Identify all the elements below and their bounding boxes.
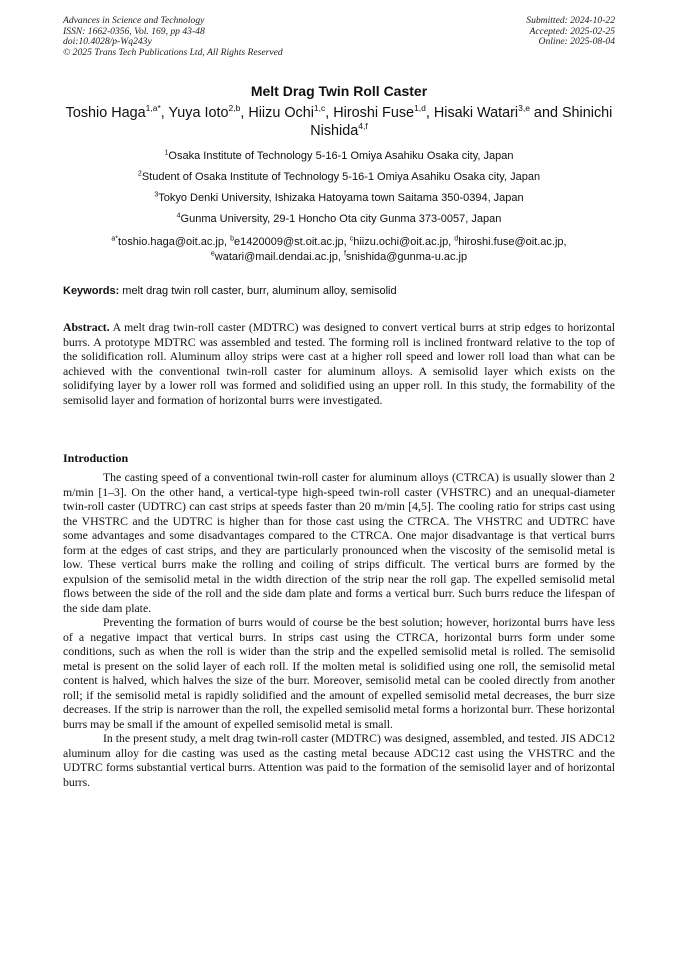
affiliation-1: $^1$Osaka Institute of Technology 5-16-1 Omiya Asahiku Osaka city, Japan: [164, 149, 514, 162]
email-list: [50, 235, 628, 264]
doi: doi:10.4028/p-Wq243y: [63, 36, 152, 48]
abstract-label: Abstract.: [63, 321, 110, 334]
author: Shinichi Nishida$^{4,f}$: [310, 105, 613, 139]
author: Hiizu Ochi$^{1,c}$,: [248, 103, 334, 121]
journal-info: [63, 16, 283, 59]
paragraph: Preventing the formation of burrs would of course be the best solution; however, horizontal burrs have less of a negative impact that vertical burrs. In strips cast using the CTRCA, horizontal burrs form under some conditions, such as when the roll is wider than the strip and the expelled semisolid metal is rolled. The semisolid metal is present on the solid layer of each roll. If the molten metal is solidified using one roll, the semisolid metal content is halved, which halves the size of the burr. Moreover, semisolid metal can be cooled directly from another roll; if the semisolid metal is rapidly solidified and the amount of expelled semisolid metal decreases, the burr size decreases. If the strip is narrower than the roll, the expelled semisolid metal forms a horizontal burr. These horizontal burrs may be small if the amount of expelled semisolid metal is small.: [63, 616, 615, 731]
paper-title: Melt Drag Twin Roll Caster: [250, 83, 428, 99]
paragraph: In the present study, a melt drag twin-roll caster (MDTRC) was designed, assembled, and tested. JIS ADC12 aluminum alloy for die casting was used as the casting metal because ADC12 cast using the VHSTRC and the UDTRC forms substantial vertical burrs. Attention was paid to the formation of the semisolid layer and of horizontal burrs.: [63, 732, 615, 789]
issn-volume: ISSN: 1662-0356, Vol. 169, pp 43-48: [63, 25, 205, 37]
keywords-label: Keywords:: [63, 285, 120, 297]
online-date: Online: 2025-08-04: [538, 36, 615, 48]
affiliation-2: $^2$Student of Osaka Institute of Technology 5-16-1 Omiya Asahiku Osaka city, Japan: [137, 170, 541, 183]
copyright: © 2025 Trans Tech Publications Ltd, All Rights Reserved: [63, 47, 283, 59]
email[interactable]: $^e$watari@mail.dendai.ac.jp,: [210, 249, 344, 263]
abstract: [63, 321, 615, 408]
journal-name: Advances in Science and Technology: [63, 15, 205, 26]
author: Toshio Haga$^{1,a*}$,: [65, 103, 169, 121]
email[interactable]: $^d$hiroshi.fuse@oit.ac.jp,: [454, 235, 567, 248]
dates-info: [526, 16, 615, 48]
author-list: [40, 104, 638, 140]
keywords: [63, 285, 615, 297]
affiliation-3: $^3$Tokyo Denki University, Ishizaka Hatoyama town Saitama 350-0394, Japan: [154, 191, 524, 204]
email[interactable]: $^f$snishida@gunma-u.ac.jp: [343, 249, 468, 263]
paragraph: The casting speed of a conventional twin-roll caster for aluminum alloys (CTRCA) is usually slower than 2 m/min [1–3]. On the other hand, a vertical-type high-speed twin-roll caster (VHSTRC) and an unequal-diameter twin-roll caster (UDTRC) can cast strips at speeds faster than 20 m/min [4,5]. The cooling ratio for strips cast using the VHSTRC and the UDTRC is higher than for those cast using the CTRCA. The VHSTRC and UDTRC have some advantages and some disadvantages compared to the CTRCA. One major disadvantage is that vertical burrs form at the edges of cast strips, and they are particularly pronounced when the viscosity of the semisolid metal is low. These vertical burrs make the rolling and coiling of strips difficult. The vertical burrs are formed by the expulsion of the semisolid metal in the width direction of the strip near the roll gap. The expelled semisolid metal flows between the side of the roll and the side dam plate and forms a vertical burr. Such burrs reduce the lifespan of the side dam plate.: [63, 471, 615, 615]
accepted-date: Accepted: 2025-02-25: [529, 25, 615, 37]
email[interactable]: $^c$hiizu.ochi@oit.ac.jp,: [349, 235, 455, 248]
affiliation-4: $^4$Gunma University, 29-1 Honcho Ota city Gunma 373-0057, Japan: [176, 212, 502, 225]
introduction-body: [63, 471, 615, 790]
author: Hiroshi Fuse$^{1,d}$,: [333, 103, 434, 121]
submitted-date: Submitted: 2024-10-22: [526, 15, 615, 26]
author: Hisaki Watari$^{3,e}$ and: [433, 103, 562, 121]
email[interactable]: $^b$e1420009@st.oit.ac.jp,: [230, 235, 350, 248]
email[interactable]: $^{a*}$toshio.haga@oit.ac.jp,: [111, 235, 231, 248]
author: Yuya Ioto$^{2,b}$,: [168, 103, 249, 121]
abstract-text: A melt drag twin-roll caster (MDTRC) was designed to convert vertical burrs at strip edges to horizontal burrs. A prototype MDTRC was assembled and tested. The forming roll is inclined frontward relative to the top of the solidification roll. Aluminum alloy strips were cast at a higher roll speed and lower roll load than what can be achieved with the conventional twin-roll caster for aluminum alloys. A semisolid layer which exists on the solidifying layer by a lower roll was formed and solidified using an upper roll. In this study, the formability of the semisolid layer and formation of horizontal burrs were investigated.: [63, 321, 615, 407]
keywords-text: melt drag twin roll caster, burr, aluminum alloy, semisolid: [119, 285, 397, 297]
section-heading-introduction: Introduction: [63, 451, 129, 465]
